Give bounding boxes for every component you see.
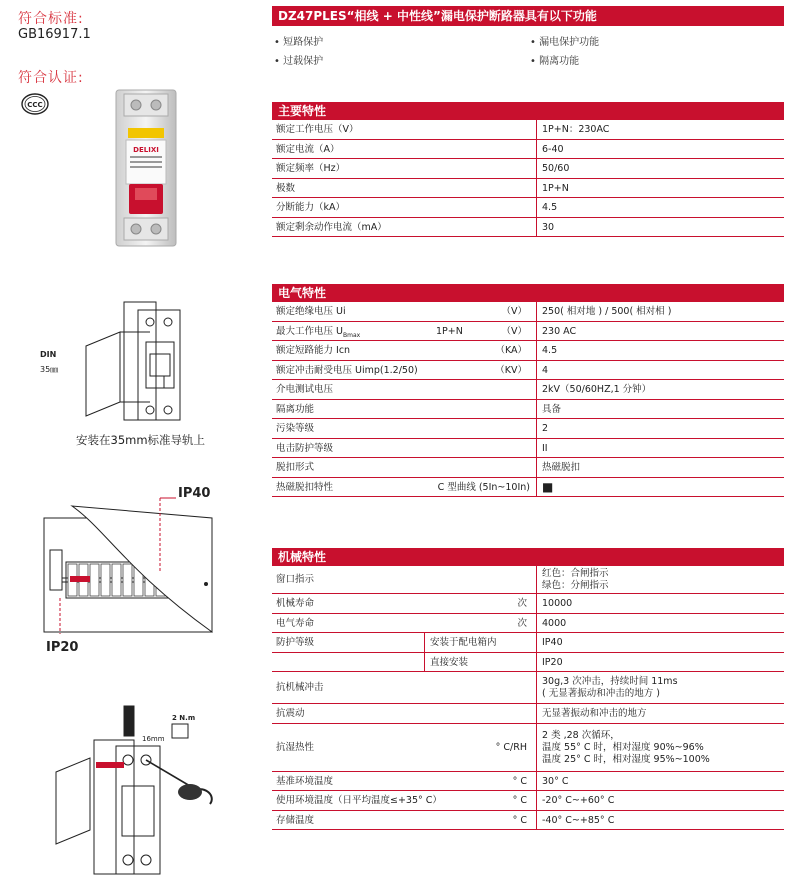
table-row: 介电测试电压 2kV（50/60HZ,1 分钟） xyxy=(272,380,784,400)
table-row: 分断能力（kA） 4.5 xyxy=(272,198,784,218)
table-row: 额定冲击耐受电压 Uimp(1.2/50) （KV） 4 xyxy=(272,361,784,381)
table-row: 额定工作电压（V） 1P+N：230AC xyxy=(272,120,784,140)
electrical-specs-table xyxy=(272,284,784,497)
table-row: 抗机械冲击 30g,3 次冲击，持续时间 11ms ( 无显著振动和冲击的地方 ) xyxy=(272,672,784,704)
ip20-label: IP20 xyxy=(46,640,79,655)
table-row: 使用环境温度（日平均温度≤+35° C） ° C -20° C~+60° C xyxy=(272,791,784,811)
table-row: 电气寿命 次 4000 xyxy=(272,614,784,634)
strip-length-label: 16mm xyxy=(142,735,165,743)
breaker-product-image xyxy=(112,88,182,248)
table-row: 脱扣形式 热磁脱扣 xyxy=(272,458,784,478)
electrical-specs-title: 电气特性 xyxy=(272,284,784,302)
table-row: 基准环境温度 ° C 30° C xyxy=(272,772,784,792)
table-row: 额定短路能力 Icn （KA） 4.5 xyxy=(272,341,784,361)
ccc-mark-icon xyxy=(20,92,50,116)
table-row: 最大工作电压 $U_{Bmax}$ 1P+N （V） 230 AC xyxy=(272,322,784,342)
table-row: 机械寿命 次 10000 xyxy=(272,594,784,614)
mechanical-specs-title: 机械特性 xyxy=(272,548,784,566)
table-row: 额定绝缘电压 Ui （V） 250( 相对地 ) / 500( 相对相 ) xyxy=(272,302,784,322)
table-row: 窗口指示 红色：合闸指示 绿色：分闸指示 xyxy=(272,566,784,594)
table-row: 热磁脱扣特性 C 型曲线 (5In~10In) ■ xyxy=(272,478,784,498)
c-curve-marker-icon: ■ xyxy=(542,479,554,494)
din-rail-diagram xyxy=(80,296,200,428)
table-row: 额定电流（A） 6-40 xyxy=(272,140,784,160)
table-row: 电击防护等级 II xyxy=(272,439,784,459)
table-row: 存储温度 ° C -40° C~+85° C xyxy=(272,811,784,831)
certification-label: 符合认证: xyxy=(18,70,84,86)
mechanical-specs-table xyxy=(272,548,784,830)
table-row: 抗震动 无显著振动和冲击的地方 xyxy=(272,704,784,724)
table-row: 抗湿热性 ° C/RH 2 类 ,28 次循环， 温度 55° C 时，相对湿度 90%~96% 温度 25° C 时，相对湿度 95%~100% xyxy=(272,724,784,772)
function-short-circuit: • 短路保护 xyxy=(274,37,324,48)
wiring-torque-diagram xyxy=(50,700,220,880)
function-leakage: • 漏电保护功能 xyxy=(530,37,600,48)
torque-label: 2 N.m xyxy=(172,714,196,722)
distribution-box-diagram xyxy=(36,490,220,640)
table-row: 防护等级 安装于配电箱内 IP40 xyxy=(272,633,784,653)
standard-value: GB16917.1 xyxy=(18,27,91,42)
standard-label: 符合标准: xyxy=(18,11,84,27)
ip40-label: IP40 xyxy=(178,486,211,501)
table-row: 直接安装 IP20 xyxy=(272,653,784,673)
table-row: 污染等级 2 xyxy=(272,419,784,439)
main-specs-title: 主要特性 xyxy=(272,102,784,120)
table-row: 隔离功能 具备 xyxy=(272,400,784,420)
header-banner: DZ47PLES“相线 + 中性线”漏电保护断路器具有以下功能 xyxy=(272,6,784,26)
table-row: 额定剩余动作电流（mA） 30 xyxy=(272,218,784,238)
table-row: 额定频率（Hz） 50/60 xyxy=(272,159,784,179)
function-overload: • 过载保护 xyxy=(274,56,324,67)
function-isolation: • 隔离功能 xyxy=(530,56,580,67)
table-row: 极数 1P+N xyxy=(272,179,784,199)
main-specs-table xyxy=(272,102,784,237)
install-caption: 安装在35mm标准导轨上 xyxy=(76,433,206,447)
svg-text:DELIXI: DELIXI xyxy=(133,146,159,154)
din-label: DIN xyxy=(40,350,57,359)
din-size: 35㎜ xyxy=(40,365,59,374)
svg-text:CCC: CCC xyxy=(27,101,43,109)
